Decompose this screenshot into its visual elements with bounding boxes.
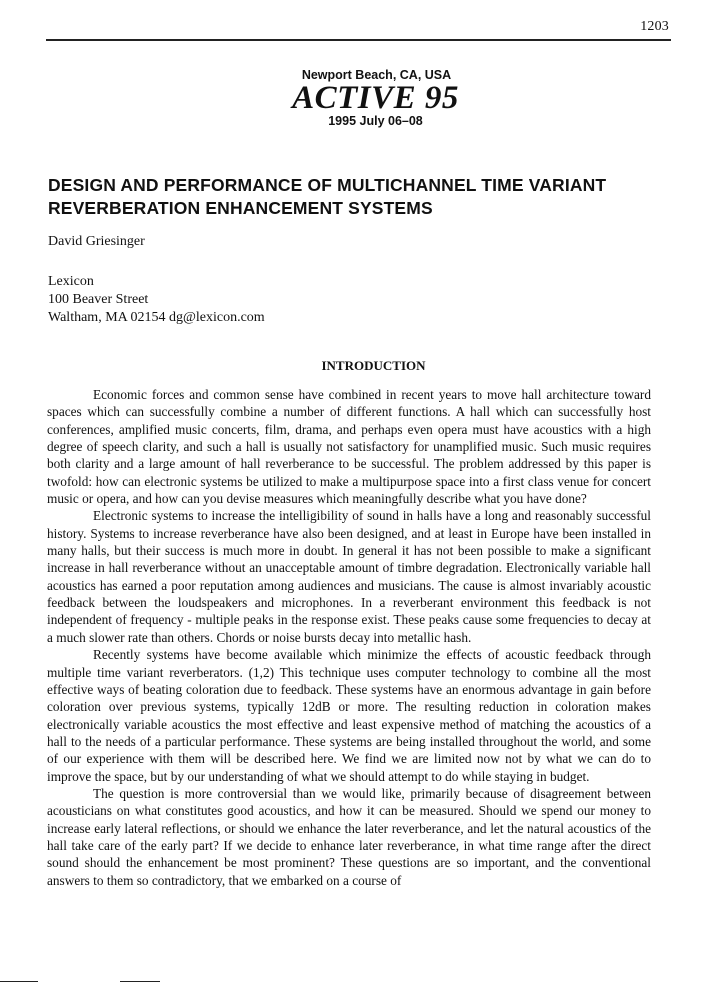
header-rule (46, 39, 671, 41)
author-affiliation (48, 273, 265, 327)
paper-title: DESIGN AND PERFORMANCE OF MULTICHANNEL TIME VARIANT REVERBERATION ENHANCEMENT SYSTEMS (48, 175, 607, 218)
paragraph: Economic forces and common sense have combined in recent years to move hall architecture toward spaces which can successfully combine a number of different functions. A hall which can successfully host conferences, amplified music concerts, film, drama, and perhaps even opera must have acoustics with a high degree of speech clarity, and such a hall is usually not satisfactory for unamplified music. Such music requires both clarity and a large amount of hall reverberance to be successful. The problem addressed by this paper is twofold: how can electronic systems be utilized to make a multipurpose space into a first class venue for concert music or opera, and how can you devise measures which meaningfully describe what you have done? (47, 387, 651, 507)
affiliation-street: 100 Beaver Street (48, 292, 149, 307)
affiliation-city-contact: Waltham, MA 02154 dg@lexicon.com (48, 310, 265, 325)
conference-location: Newport Beach, CA, USA (301, 68, 452, 82)
footnote-rule-gap (38, 980, 120, 983)
paragraph: Electronic systems to increase the intelligibility of sound in halls have a long and reasonably successful history. Systems to increase reverberance have also been designed, and at least in Europe have been installed in many halls, but their success is much more in doubt. In general it has not been possible to make a significant increase in hall reverberance without an unacceptable amount of timbre degradation. Electronically variable hall acoustics has earned a poor reputation among audiences and musicians. The cause is almost invariably acoustic feedback between the loudspeakers and microphones. In a reverberant environment this feedback is not independent of frequency - multiple peaks in the response exist. These peaks cause some frequencies to decay at a much slower rate than others. Chords or noise bursts decay into metallic hash. (47, 508, 651, 645)
conference-header (0, 68, 701, 128)
page-number: 1203 (640, 19, 669, 34)
section-heading: INTRODUCTION (321, 358, 426, 373)
conference-dates: 1995 July 06–08 (328, 114, 423, 128)
author-name: David Griesinger (48, 234, 145, 249)
body-text (47, 386, 651, 889)
paragraph: The question is more controversial than we would like, primarily because of disagreement between acousticians on what constitutes good acoustics, and how it can be measured. Should we spend our money to increase early lateral reflections, or should we enhance the later reverberance, and let the natural acoustics of the hall take care of the early part? If we decide to enhance later reverberance, in what time range after the direct sound should the enhancement be most prominent? These questions are so important, and the conventional answers to them so contradictory, that we embarked on a course of (47, 785, 651, 888)
affiliation-organization: Lexicon (48, 274, 94, 289)
conference-name: ACTIVE 95 (292, 80, 459, 116)
paragraph: Recently systems have become available which minimize the effects of acoustic feedback through multiple time variant reverberators. (1,2) This technique uses computer technology to combine all the most effective ways of beating coloration due to feedback. These systems have an enormous advantage in gain before coloration over previous systems, typically 12dB or more. The resulting reduction in coloration makes electronically variable acoustics the most effective and least expensive method of matching the acoustics of a hall to the needs of a particular performance. These systems are being installed throughout the world, and some of our experience with them will be described here. We find we are limited now not by what we can do to improve the space, but by our understanding of what we should attempt to do while staying in budget. (47, 647, 651, 784)
